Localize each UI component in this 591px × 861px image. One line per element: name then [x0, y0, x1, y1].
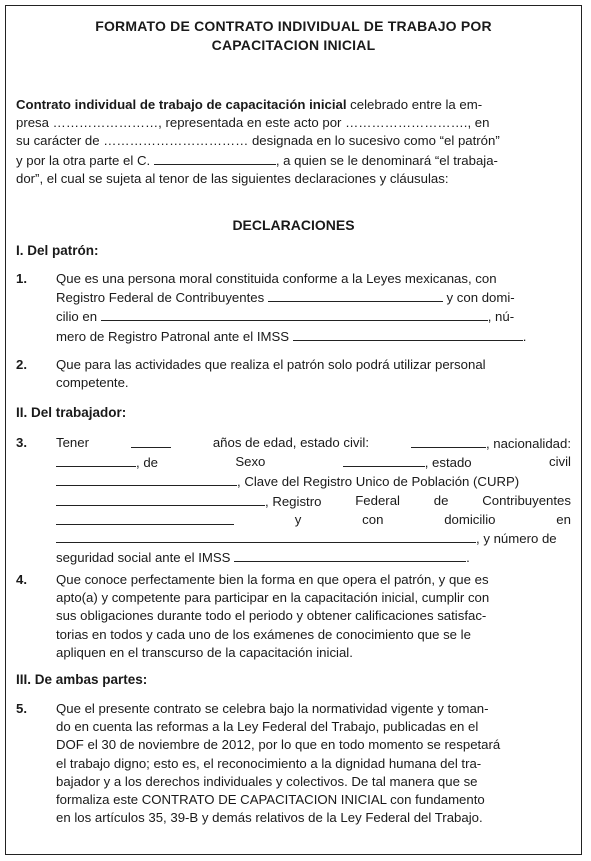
- item-3-federal: Federal: [355, 492, 400, 508]
- item-3-estado: , estado: [424, 455, 472, 471]
- item-5-number: 5.: [16, 701, 27, 716]
- item-3-con: con: [362, 511, 384, 527]
- domicilio-trabajador-blank[interactable]: [56, 529, 476, 543]
- item-3-end: .: [466, 550, 470, 566]
- item-3-seguridad: seguridad social ante el IMSS: [56, 550, 235, 566]
- item-5-line-6: formaliza este CONTRATO DE CAPACITACION INICIAL con fundamento: [56, 792, 485, 808]
- document-title: [6, 17, 581, 55]
- nacionalidad-blank[interactable]: [56, 453, 136, 467]
- intro-line-4a: y por la otra parte el C.: [16, 152, 154, 168]
- item-5-line-3: DOF el 30 de noviembre de 2012, por lo que en todo momento se respetará: [56, 737, 501, 753]
- item-4-number: 4.: [16, 572, 27, 587]
- item-5-line-4: el trabajo digno; esto es, el reconocimiento a la dignidad humana del tra-: [56, 755, 482, 771]
- item-1-number: 1.: [16, 271, 27, 286]
- item-3-nacionalidad: , nacionalidad:: [485, 436, 571, 451]
- item-3-y: y: [294, 511, 302, 527]
- item-1-line-2a: Registro Federal de Contribuyentes: [56, 290, 268, 306]
- item-3-anos: años de edad, estado civil:: [212, 435, 370, 450]
- item-3-sexo: Sexo: [235, 454, 266, 470]
- curp-blank[interactable]: [56, 492, 265, 506]
- item-4-line-1: Que conoce perfectamente bien la forma en que opera el patrón, y que es: [56, 572, 489, 587]
- item-3-number: 3.: [16, 435, 27, 450]
- item-1-line-3a: cilio en: [56, 309, 101, 325]
- section-trabajador: II. Del trabajador:: [16, 405, 127, 420]
- item-5-line-1: Que el presente contrato se celebra bajo la normatividad vigente y toman-: [56, 701, 489, 716]
- estado-civil-blank[interactable]: [411, 434, 486, 448]
- registro-patronal-blank[interactable]: [293, 327, 523, 341]
- item-3-de2: de: [433, 492, 449, 508]
- item-1-line-4a: mero de Registro Patronal ante el IMSS: [56, 328, 293, 344]
- item-3-numero: , y número de: [476, 531, 557, 547]
- item-1-line-1: Que es una persona moral constituida conforme a la Leyes mexicanas, con: [56, 271, 497, 286]
- intro-line-2: presa ……………………, representada en este acto por ………………………., en: [16, 115, 490, 131]
- item-3-civil: civil: [548, 454, 571, 470]
- item-4-line-4: torias en todos y cada uno de los exámenes de conocimiento que se le: [56, 626, 471, 642]
- intro-line-5: dor”, el cual se sujeta al tenor de las siguientes declaraciones y cláusulas:: [16, 170, 449, 186]
- intro-line-4b: , a quien se le denominará “el trabaja-: [275, 152, 498, 168]
- item-2-line-1: Que para las actividades que realiza el patrón solo podrá utilizar personal: [56, 357, 486, 372]
- rfc-patron-blank[interactable]: [268, 288, 443, 302]
- item-3-domicilio: domicilio: [444, 511, 496, 527]
- item-5-line-2: do en cuenta las reformas a la Ley Federal del Trabajo, publicadas en el: [56, 719, 479, 735]
- item-4-line-5: apliquen en el transcurso de la capacitación inicial.: [56, 644, 353, 660]
- intro-line-1: celebrado entre la em-: [346, 97, 483, 112]
- intro-paragraph: [16, 96, 571, 188]
- item-5: [16, 700, 571, 827]
- item-3-curp: , Clave del Registro Unico de Población (CURP): [237, 474, 520, 490]
- domicilio-patron-blank[interactable]: [101, 307, 488, 321]
- title-line-1: FORMATO DE CONTRATO INDIVIDUAL DE TRABAJO POR: [95, 18, 492, 34]
- item-2-number: 2.: [16, 357, 27, 372]
- item-1-line-4b: .: [522, 328, 527, 344]
- title-line-2: CAPACITACION INICIAL: [211, 37, 376, 53]
- item-5-line-5: bajador y a los derechos individuales y colectivos. De tal manera que se: [56, 773, 478, 789]
- rfc-trabajador-blank[interactable]: [56, 511, 234, 525]
- intro-bold-lead: Contrato individual de trabajo de capacitación inicial: [16, 97, 347, 112]
- item-3-de: , de: [136, 455, 158, 471]
- section-ambas: III. De ambas partes:: [16, 672, 148, 687]
- nss-blank[interactable]: [234, 548, 466, 562]
- item-3: [16, 434, 571, 567]
- intro-line-3: su carácter de …………………………… designada en lo sucesivo como “el patrón”: [16, 133, 500, 149]
- item-3-registro: , Registro: [265, 493, 322, 509]
- item-2-line-2: competente.: [56, 375, 129, 391]
- sexo-blank[interactable]: [343, 453, 425, 467]
- item-3-tener: Tener: [56, 435, 89, 450]
- item-1-line-3b: , nú-: [487, 309, 515, 325]
- item-4: [16, 571, 571, 662]
- item-3-contribuyentes: Contribuyentes: [482, 492, 571, 508]
- item-4-line-3: sus obligaciones durante todo el periodo y obtener calificaciones satisfac-: [56, 608, 487, 624]
- section-patron: I. Del patrón:: [16, 243, 99, 258]
- item-4-line-2: apto(a) y competente para participar en la capacitación inicial, cumplir con: [56, 590, 490, 606]
- item-1: [16, 270, 571, 346]
- item-3-en: en: [556, 511, 571, 527]
- declaraciones-heading: DECLARACIONES: [232, 217, 355, 233]
- item-1-line-2b: y con domi-: [442, 290, 515, 306]
- patron-c-blank[interactable]: [154, 151, 276, 165]
- item-5-line-7: en los artículos 35, 39-B y demás relativos de la Ley Federal del Trabajo.: [56, 810, 483, 826]
- curp-lead-blank[interactable]: [56, 472, 237, 486]
- edad-blank[interactable]: [131, 434, 171, 448]
- item-2: [16, 356, 571, 392]
- document-page: [5, 5, 582, 855]
